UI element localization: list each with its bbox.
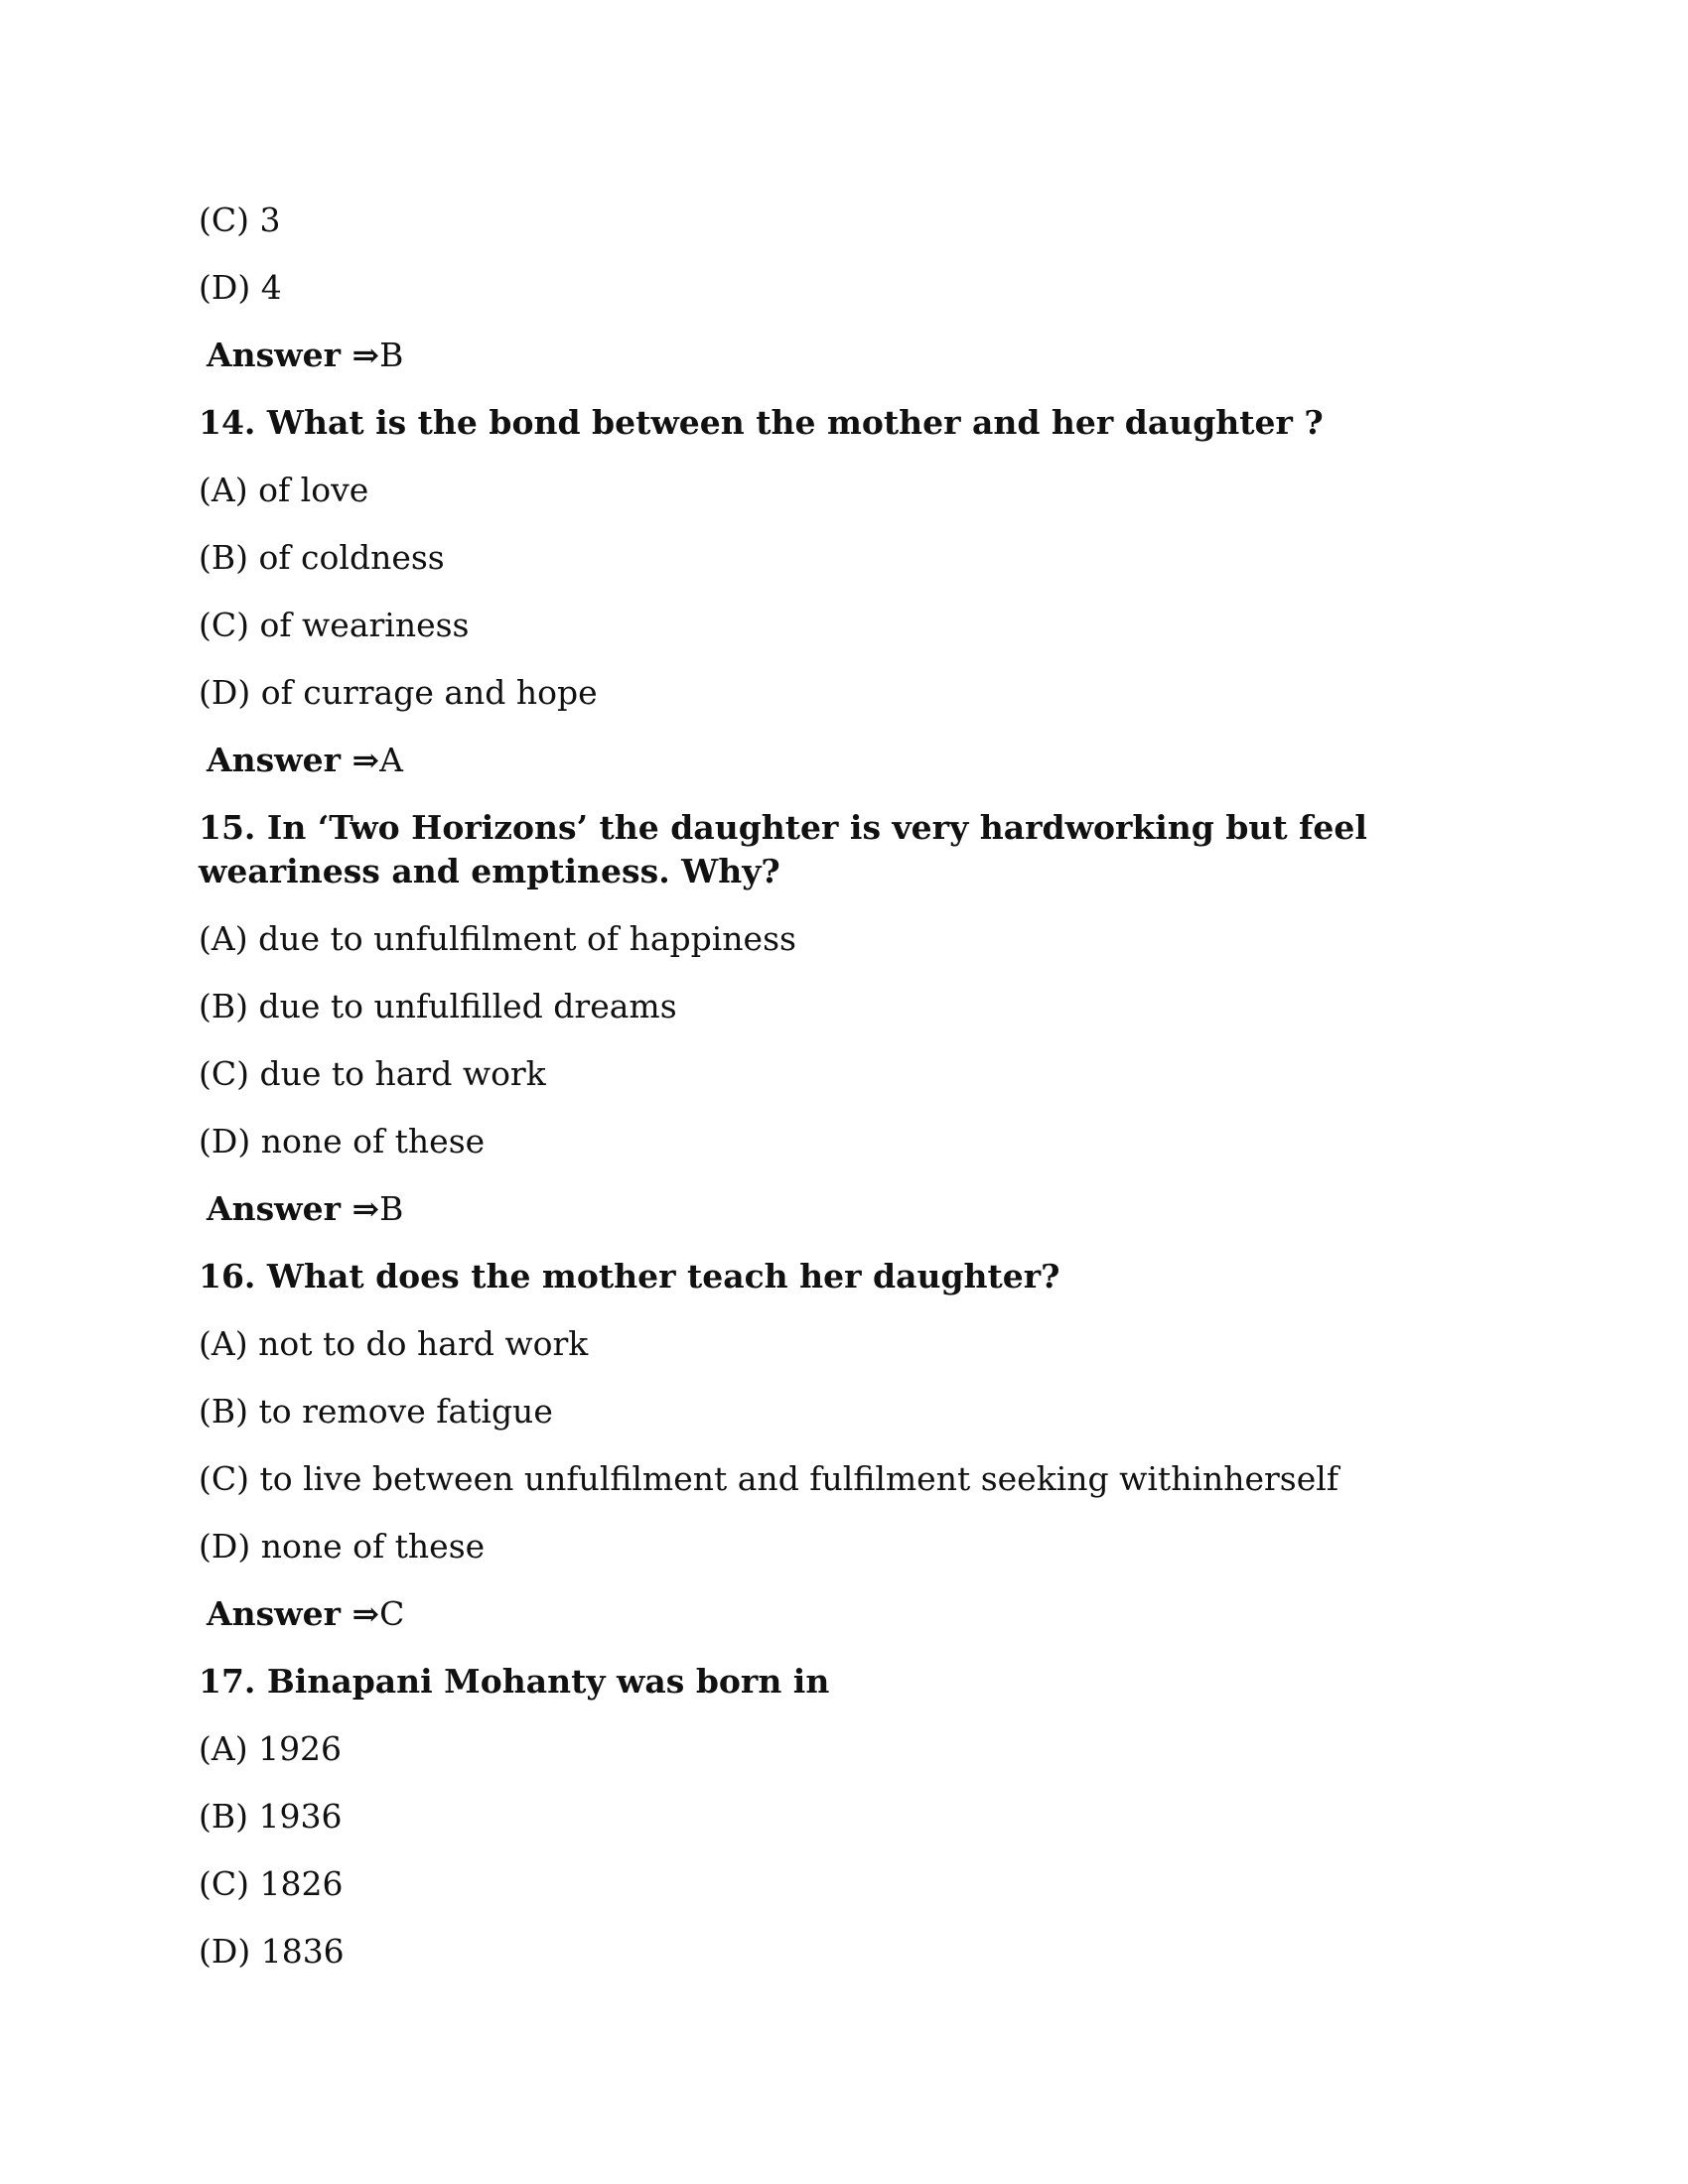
answer-line (199, 1592, 1509, 1660)
answer-line (199, 1187, 1509, 1255)
answer-letter: B (379, 336, 404, 374)
question-16: 16. What does the mother teach her daughter? (199, 1257, 1060, 1296)
answer-letter: A (379, 741, 403, 779)
option-d: (D) none of these (199, 1122, 486, 1160)
option-d: (D) 1836 (199, 1932, 345, 1971)
answer-label: Answer ⇒ (207, 741, 380, 779)
answer-label: Answer ⇒ (207, 1594, 380, 1633)
option-c: (C) 3 (199, 201, 281, 239)
option-c: (C) of weariness (199, 606, 470, 644)
document-page (199, 199, 1509, 1997)
option-a: (A) of love (199, 471, 369, 509)
answer-letter: B (379, 1189, 404, 1228)
question-15 (199, 806, 1509, 917)
answer-letter: C (379, 1594, 405, 1633)
question-15-text: 15. In ‘Two Horizons’ the daughter is very hardworking but feel weariness and emptiness. Why? (199, 808, 1367, 890)
option-a: (A) 1926 (199, 1729, 343, 1768)
answer-line (199, 334, 1509, 401)
option-a: (A) not to do hard work (199, 1324, 589, 1363)
answer-label: Answer ⇒ (207, 336, 380, 374)
option-b: (B) of coldness (199, 538, 445, 577)
question-14: 14. What is the bond between the mother and her daughter ? (199, 403, 1324, 442)
option-c: (C) 1826 (199, 1864, 344, 1903)
option-b: (B) due to unfulfilled dreams (199, 987, 677, 1025)
question-17: 17. Binapani Mohanty was born in (199, 1662, 830, 1701)
option-d: (D) 4 (199, 268, 282, 307)
option-b: (B) 1936 (199, 1797, 343, 1836)
option-b: (B) to remove fatigue (199, 1392, 553, 1431)
option-d: (D) none of these (199, 1527, 486, 1566)
option-c: (C) due to hard work (199, 1054, 546, 1093)
option-c: (C) to live between unfulfilment and fulfilment seeking withinherself (199, 1459, 1339, 1498)
answer-line (199, 739, 1509, 806)
option-d: (D) of currage and hope (199, 673, 598, 712)
answer-label: Answer ⇒ (207, 1189, 380, 1228)
option-a: (A) due to unfulfilment of happiness (199, 919, 796, 958)
